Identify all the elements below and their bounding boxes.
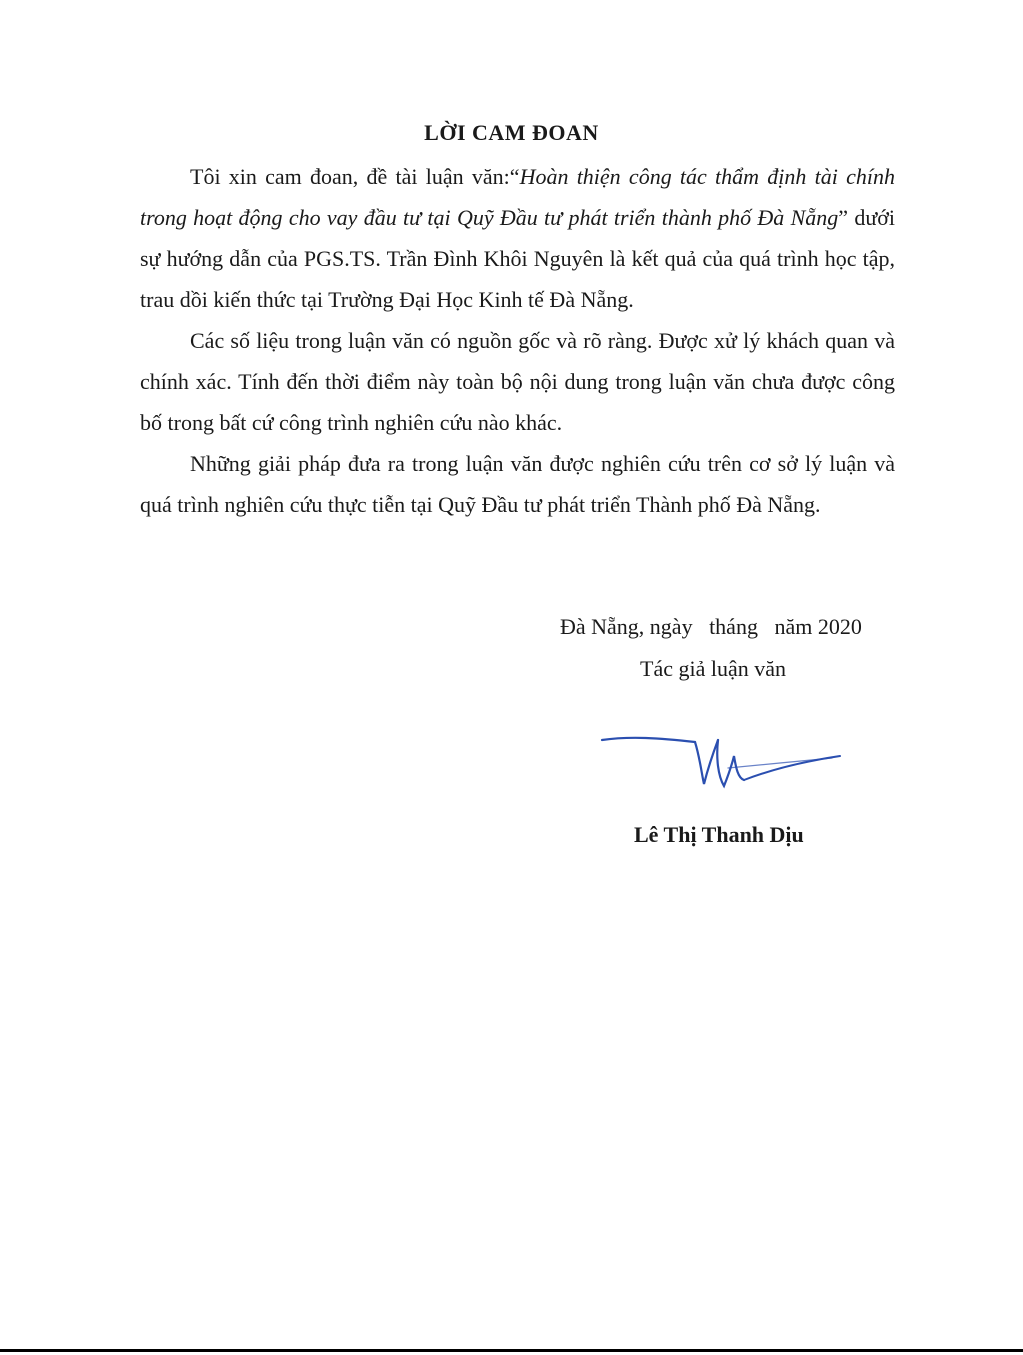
document-body	[140, 156, 895, 525]
paragraph-lead: Tôi xin cam đoan, đề tài luận văn:“	[190, 164, 520, 189]
thesis-title: Hoàn thiện công tác thẩm định tài chính trong hoạt động cho vay đầu tư tại Quỹ Đầu tư phát triển thành phố Đà Nẵng	[140, 164, 896, 230]
paragraph-solutions: Những giải pháp đưa ra trong luận văn được nghiên cứu trên cơ sở lý luận và quá trình nghiên cứu thực tiễn tại Quỹ Đầu tư phát triển Thành phố Đà Nẵng.	[140, 451, 895, 517]
paragraph-tail: ” dưới sự hướng dẫn của PGS.TS. Trần Đình Khôi Nguyên là kết quả của quá trình học tập, trau dồi kiến thức tại Trường Đại Học Kinh tế Đà Nẵng.	[140, 205, 895, 312]
page-title: LỜI CAM ĐOAN	[424, 120, 599, 145]
author-name: Lê Thị Thanh Dịu	[634, 822, 804, 847]
date-line: Đà Nẵng, ngày tháng năm 2020	[560, 614, 862, 639]
signature-image	[600, 718, 850, 798]
paragraph-declaration	[140, 156, 895, 320]
paragraph-data-sources: Các số liệu trong luận văn có nguồn gốc và rõ ràng. Được xử lý khách quan và chính xác. Tính đến thời điểm này toàn bộ nội dung trong luận văn chưa được công bố trong bất cứ công trình nghiên cứu nào khác.	[140, 328, 895, 435]
page-bottom-border	[0, 1349, 1023, 1352]
author-role: Tác giả luận văn	[640, 656, 786, 681]
